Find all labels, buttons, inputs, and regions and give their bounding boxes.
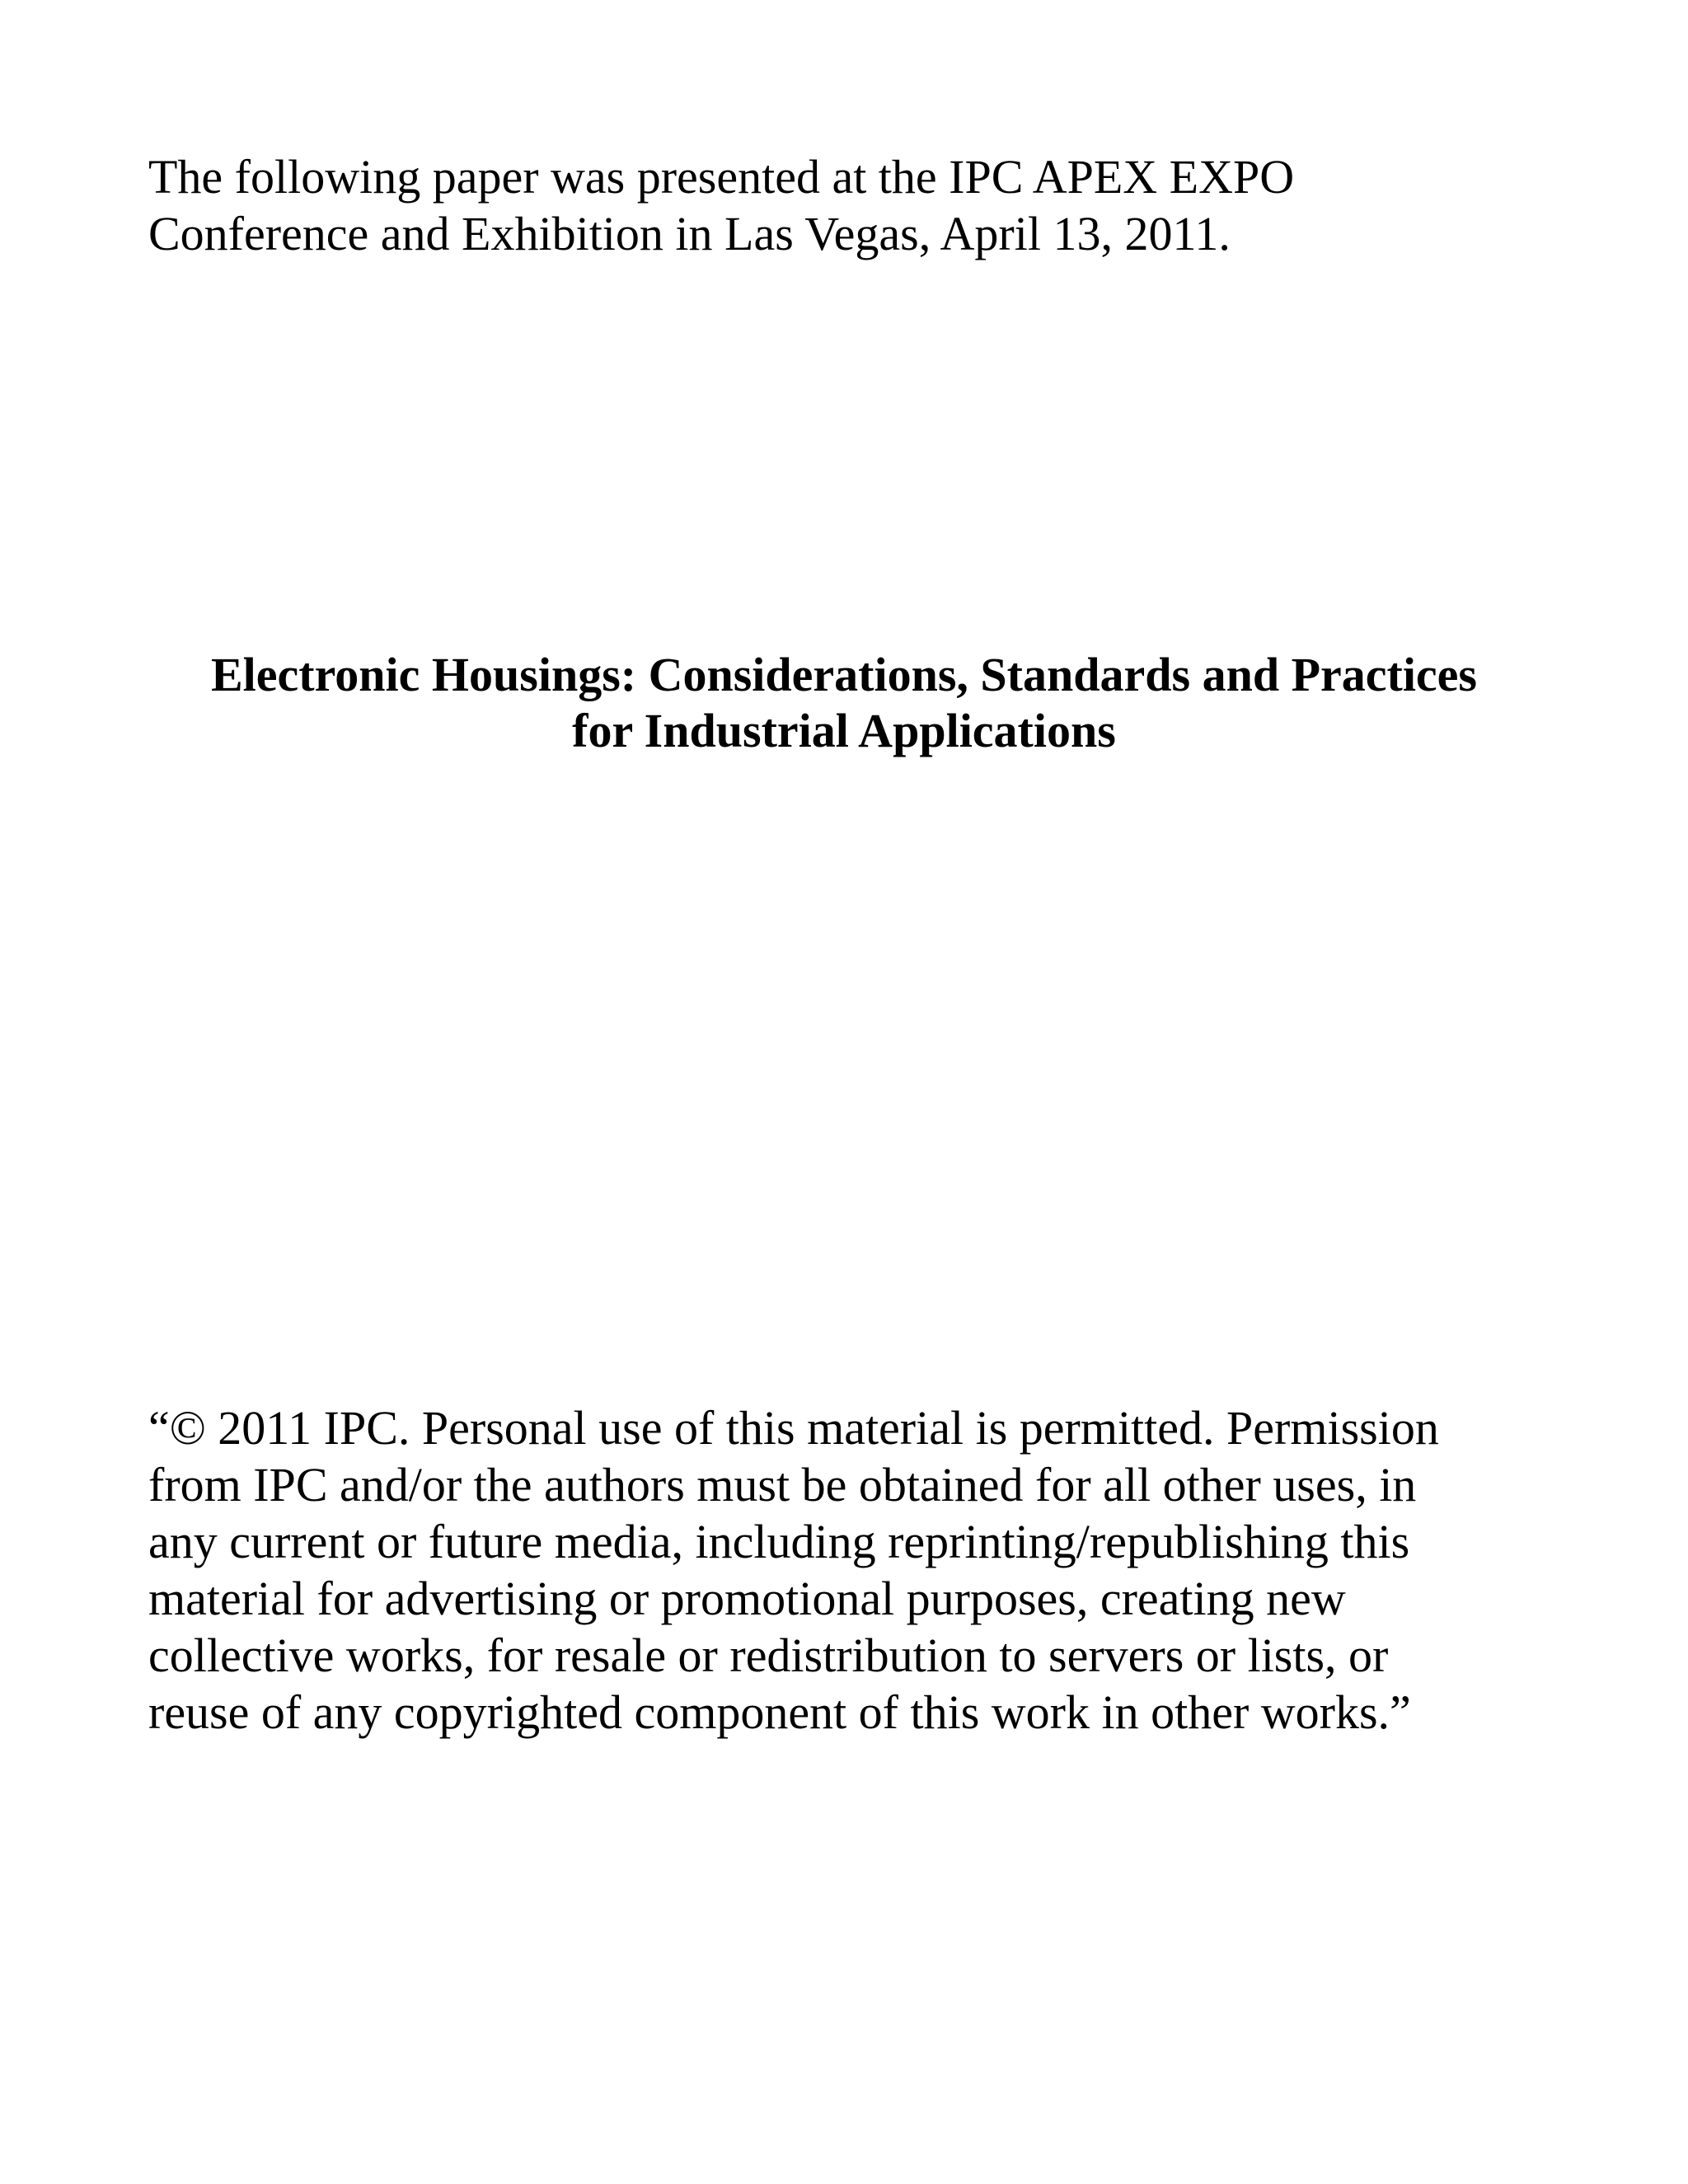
presentation-note xyxy=(148,148,1566,262)
copyright-line-3: any current or future media, including reprinting/republishing this xyxy=(148,1515,1410,1568)
presentation-note-line-1: The following paper was presented at the IPC APEX EXPO xyxy=(148,150,1295,204)
copyright-line-2: from IPC and/or the authors must be obtained for all other uses, in xyxy=(148,1458,1417,1511)
copyright-line-5: collective works, for resale or redistribution to servers or lists, or xyxy=(148,1629,1389,1682)
copyright-line-4: material for advertising or promotional purposes, creating new xyxy=(148,1572,1346,1625)
presentation-note-line-2: Conference and Exhibition in Las Vegas, April 13, 2011. xyxy=(148,207,1231,260)
paper-title-line-2: for Industrial Applications xyxy=(572,704,1116,757)
copyright-line-1: “© 2011 IPC. Personal use of this material is permitted. Permission xyxy=(148,1401,1439,1455)
copyright-notice xyxy=(148,1399,1599,1741)
paper-title-line-1: Electronic Housings: Considerations, Standards and Practices xyxy=(210,648,1477,701)
copyright-line-6: reuse of any copyrighted component of this work in other works.” xyxy=(148,1685,1411,1739)
paper-title xyxy=(99,647,1589,759)
